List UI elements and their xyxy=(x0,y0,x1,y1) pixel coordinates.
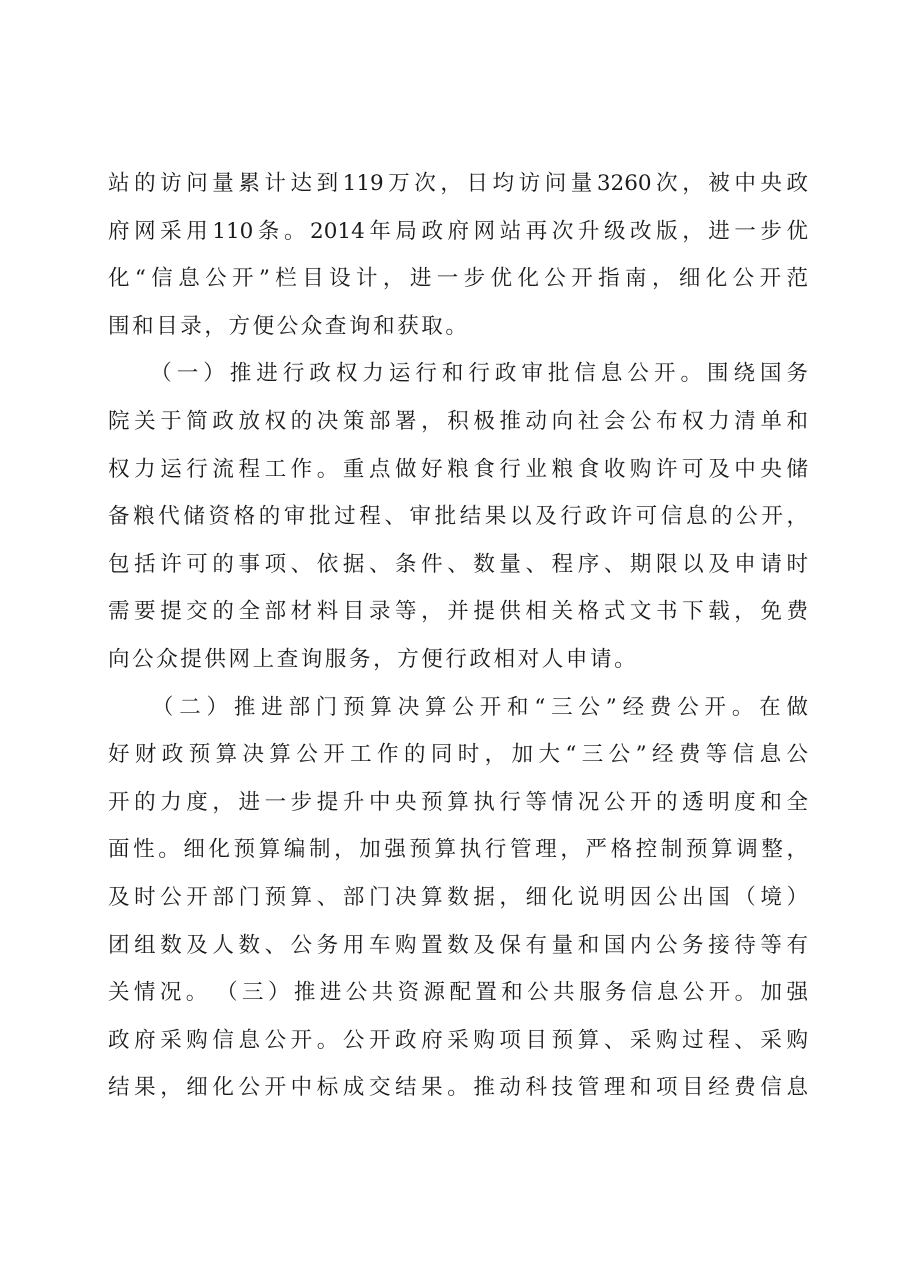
text-line: 关情况。 （三）推进公共资源配置和公共服务信息公开。加强 xyxy=(108,980,808,1006)
text-line: 开的力度，进一步提升中央预算执行等情况公开的透明度和全 xyxy=(108,789,808,815)
text-line: 及时公开部门预算、部门决算数据，细化说明因公出国（境） xyxy=(108,884,808,910)
text-line: 需要提交的全部材料目录等，并提供相关格式文书下载，免费 xyxy=(108,599,808,625)
text-line: 备粮代储资格的审批过程、审批结果以及行政许可信息的公开， xyxy=(108,504,808,530)
text-line: 围和目录，方便公众查询和获取。 xyxy=(108,313,470,339)
text-line: 好财政预算决算公开工作的同时，加大“三公”经费等信息公 xyxy=(108,742,808,768)
text-line: 团组数及人数、公务用车购置数及保有量和国内公务接待等有 xyxy=(108,932,808,958)
text-line: 站的访问量累计达到119万次，日均访问量3260次，被中央政 xyxy=(108,171,808,196)
text-line: （一）推进行政权力运行和行政审批信息公开。围绕国务 xyxy=(108,361,808,387)
text-line: 院关于简政放权的决策部署，积极推动向社会公布权力清单和 xyxy=(108,408,808,434)
text-line: 向公众提供网上查询服务，方便行政相对人申请。 xyxy=(108,646,639,672)
text-line: 包括许可的事项、依据、条件、数量、程序、期限以及申请时 xyxy=(108,551,808,577)
text-line: 化“信息公开”栏目设计，进一步优化公开指南，细化公开范 xyxy=(108,266,808,292)
text-line: （二）推进部门预算决算公开和“三公”经费公开。在做 xyxy=(108,694,808,720)
text-line: 结果，细化公开中标成交结果。推动科技管理和项目经费信息 xyxy=(108,1075,808,1101)
text-line: 府网采用110条。2014年局政府网站再次升级改版，进一步优 xyxy=(108,218,808,244)
text-line: 权力运行流程工作。重点做好粮食行业粮食收购许可及中央储 xyxy=(108,456,808,482)
document-body xyxy=(108,160,808,1112)
text-line: 政府采购信息公开。公开政府采购项目预算、采购过程、采购 xyxy=(108,1027,808,1053)
text-line: 面性。细化预算编制，加强预算执行管理，严格控制预算调整， xyxy=(108,837,808,863)
